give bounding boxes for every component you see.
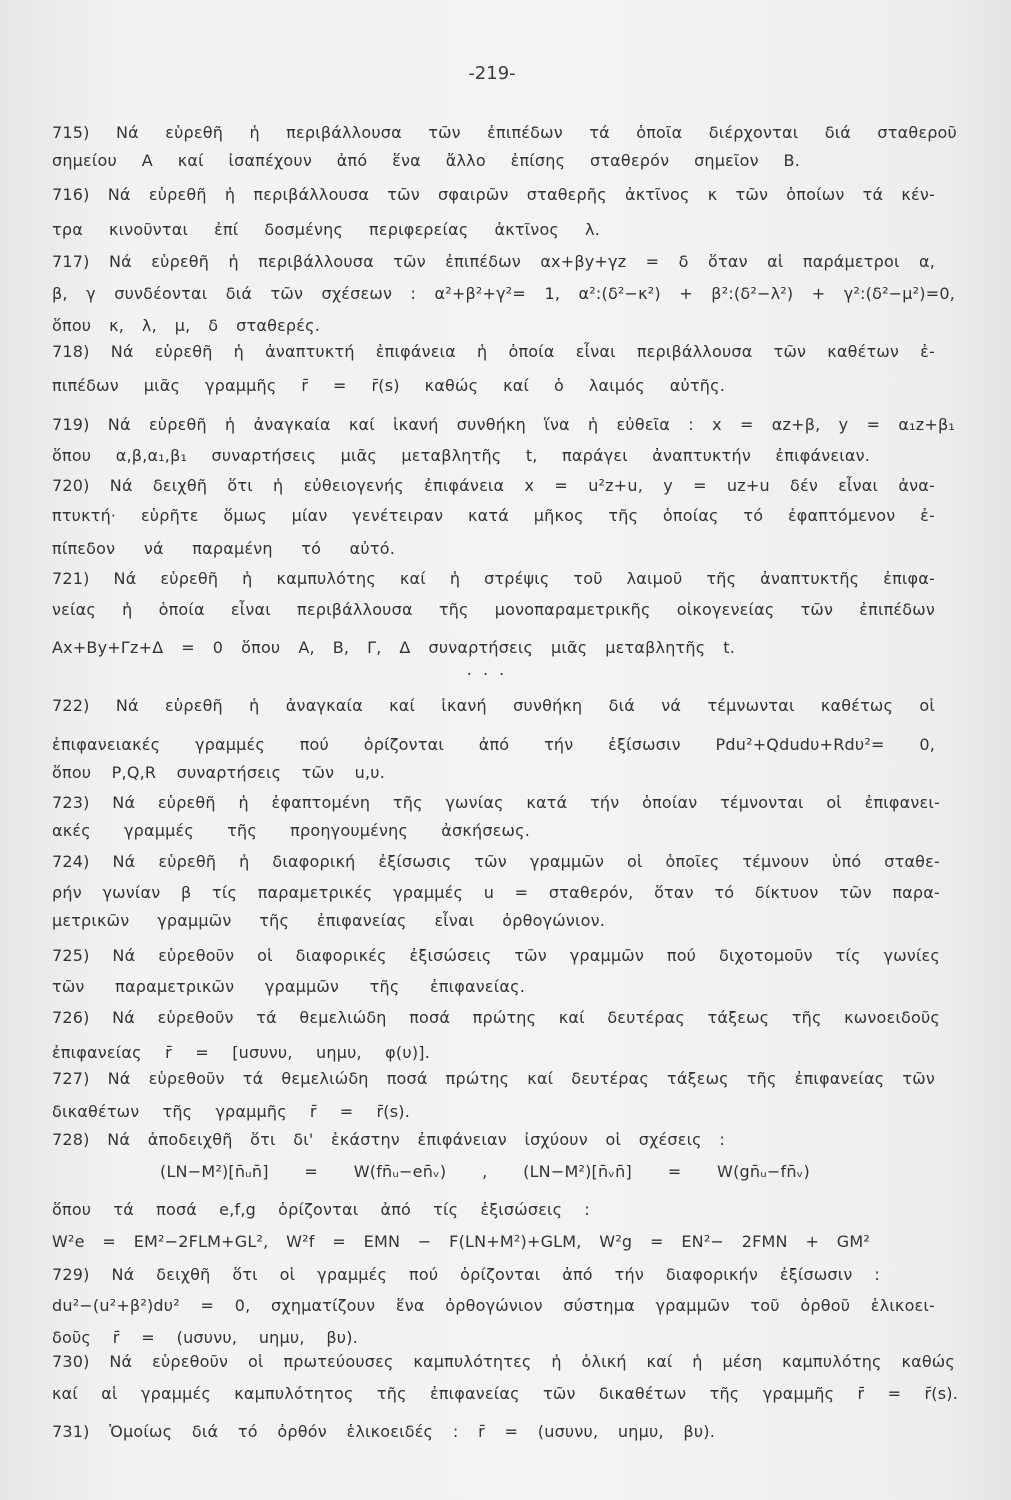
text-line: ὅπου τά ποσά e,f,g ὁρίζονται ἀπό τίς ἐξισώσεις : bbox=[52, 1200, 590, 1219]
text-line: β, γ συνδέονται διά τῶν σχέσεων : α²+β²+γ²= 1, α²:(δ²−κ²) + β²:(δ²−λ²) + γ²:(δ²−μ²)=0, bbox=[52, 284, 955, 303]
text-line: du²−(u²+β²)dυ² = 0, σχηματίζουν ἕνα ὀρθογώνιον σύστημα γραμμῶν τοῦ ὀρθοῦ ἑλικοει- bbox=[52, 1296, 935, 1315]
text-line: καί αἱ γραμμές καμπυλότητος τῆς ἐπιφανείας τῶν δικαθέτων τῆς γραμμῆς r̄ = r̄(s). bbox=[52, 1384, 958, 1403]
text-line: ἐπιφανειακές γραμμές πού ὁρίζονται ἀπό τήν ἐξίσωσιν Pdu²+Qdudυ+Rdυ²= 0, bbox=[52, 735, 935, 754]
text-line: 729) Νά δειχθῆ ὅτι οἱ γραμμές πού ὁρίζονται ἀπό τήν διαφορικήν ἐξίσωσιν : bbox=[52, 1265, 880, 1284]
text-line: 721) Νά εὑρεθῆ ἡ καμπυλότης καί ἡ στρέψις τοῦ λαιμοῦ τῆς ἀναπτυκτῆς ἐπιφα- bbox=[52, 569, 935, 588]
text-line: ὅπου P,Q,R συναρτήσεις τῶν u,υ. bbox=[52, 763, 385, 782]
text-line: 725) Νά εὑρεθοῦν οἱ διαφορικές ἐξισώσεις τῶν γραμμῶν πού διχοτομοῦν τίς γωνίες bbox=[52, 946, 940, 965]
text-line: πιπέδων μιᾶς γραμμῆς r̄ = r̄(s) καθώς καί ὁ λαιμός αὐτῆς. bbox=[52, 376, 725, 395]
text-line: πίπεδον νά παραμένη τό αὐτό. bbox=[52, 539, 395, 558]
text-line: 726) Νά εὑρεθοῦν τά θεμελιώδη ποσά πρώτης καί δευτέρας τάξεως τῆς κωνοειδοῦς bbox=[52, 1008, 940, 1027]
text-line: ὅπου κ, λ, μ, δ σταθερές. bbox=[52, 316, 320, 335]
formula-line: (LN−M²)[n̄ᵤn̄] = W(fn̄ᵤ−en̄ᵥ) , (LN−M²)[n̄ᵥn̄] = W(gn̄ᵤ−fn̄ᵥ) bbox=[160, 1162, 810, 1181]
page-number: -219- bbox=[468, 63, 516, 84]
text-line: ρήν γωνίαν β τίς παραμετρικές γραμμές u = σταθερόν, ὅταν τό δίκτυον τῶν παρα- bbox=[52, 883, 940, 902]
text-line: τρα κινοῦνται ἐπί δοσμένης περιφερείας ἀκτῖνος λ. bbox=[52, 220, 600, 239]
text-line: 717) Νά εὑρεθῆ ἡ περιβάλλουσα τῶν ἐπιπέδων αx+βy+γz = δ ὅταν αἱ παράμετροι α, bbox=[52, 252, 935, 271]
text-line: πτυκτή· εὑρῆτε ὅμως μίαν γενέτειραν κατά μῆκος τῆς ὁποίας τό ἐφαπτόμενον ἐ- bbox=[52, 506, 935, 525]
text-line: 724) Νά εὑρεθῆ ἡ διαφορική ἐξίσωσις τῶν γραμμῶν οἱ ὁποῖες τέμνουν ὑπό σταθε- bbox=[52, 852, 940, 871]
text-line: 720) Νά δειχθῆ ὅτι ἡ εὐθειογενής ἐπιφάνεια x = u²z+u, y = uz+u δέν εἶναι ἀνα- bbox=[52, 476, 935, 495]
text-line: 718) Νά εὑρεθῆ ἡ ἀναπτυκτή ἐπιφάνεια ἡ ὁποία εἶναι περιβάλλουσα τῶν καθέτων ἐ- bbox=[52, 342, 935, 361]
text-line: 728) Νά ἀποδειχθῆ ὅτι δι' ἑκάστην ἐπιφάνειαν ἰσχύουν οἱ σχέσεις : bbox=[52, 1130, 725, 1149]
text-line: δοῦς r̄ = (uσυνυ, uημυ, βυ). bbox=[52, 1328, 358, 1347]
text-line: 730) Νά εὑρεθοῦν οἱ πρωτεύουσες καμπυλότητες ἡ ὁλική καί ἡ μέση καμπυλότης καθώς bbox=[52, 1352, 955, 1371]
text-line: νείας ἡ ὁποία εἶναι περιβάλλουσα τῆς μονοπαραμετρικῆς οἰκογενείας τῶν ἐπιπέδων bbox=[52, 600, 935, 619]
text-line: 723) Νά εὑρεθῆ ἡ ἐφαπτομένη τῆς γωνίας κατά τήν ὁποίαν τέμνονται οἱ ἐπιφανει- bbox=[52, 793, 940, 812]
text-line: 731) Ὁμοίως διά τό ὀρθόν ἑλικοειδές : r̄ = (uσυνυ, uημυ, βυ). bbox=[52, 1422, 715, 1441]
text-line: μετρικῶν γραμμῶν τῆς ἐπιφανείας εἶναι ὀρθογώνιον. bbox=[52, 911, 605, 930]
text-line: Αx+Βy+Γz+Δ = 0 ὅπου Α, Β, Γ, Δ συναρτήσεις μιᾶς μεταβλητῆς t. bbox=[52, 638, 735, 657]
text-line: 719) Νά εὑρεθῆ ἡ ἀναγκαία καί ἱκανή συνθήκη ἵνα ἡ εὐθεῖα : x = αz+β, y = α₁z+β₁ bbox=[52, 415, 955, 434]
text-line: 716) Νά εὑρεθῆ ἡ περιβάλλουσα τῶν σφαιρῶν σταθερῆς ἀκτῖνος κ τῶν ὁποίων τά κέν- bbox=[52, 185, 935, 204]
text-line: ἐπιφανείας r̄ = [uσυνυ, uημυ, φ(υ)]. bbox=[52, 1043, 430, 1062]
section-separator: . . . bbox=[466, 660, 508, 679]
formula-line: W²e = EM²−2FLM+GL², W²f = EMN − F(LN+M²)+GLM, W²g = EN²− 2FMN + GM² bbox=[52, 1232, 870, 1251]
text-line: 715) Νά εὑρεθῆ ἡ περιβάλλουσα τῶν ἐπιπέδων τά ὁποῖα διέρχονται διά σταθεροῦ bbox=[52, 123, 957, 142]
text-line: δικαθέτων τῆς γραμμῆς r̄ = r̄(s). bbox=[52, 1102, 410, 1121]
text-line: ὅπου α,β,α₁,β₁ συναρτήσεις μιᾶς μεταβλητῆς t, παράγει ἀναπτυκτήν ἐπιφάνειαν. bbox=[52, 446, 870, 465]
text-line: ακές γραμμές τῆς προηγουμένης ἀσκήσεως. bbox=[52, 821, 530, 840]
text-line: σημείου Α καί ἰσαπέχουν ἀπό ἕνα ἄλλο ἐπίσης σταθερόν σημεῖον Β. bbox=[52, 151, 800, 170]
text-line: 727) Νά εὑρεθοῦν τά θεμελιώδη ποσά πρώτης καί δευτέρας τάξεως τῆς ἐπιφανείας τῶν bbox=[52, 1069, 935, 1088]
text-line: τῶν παραμετρικῶν γραμμῶν τῆς ἐπιφανείας. bbox=[52, 977, 525, 996]
text-line: 722) Νά εὑρεθῆ ἡ ἀναγκαία καί ἱκανή συνθήκη διά νά τέμνωνται καθέτως οἱ bbox=[52, 696, 935, 715]
